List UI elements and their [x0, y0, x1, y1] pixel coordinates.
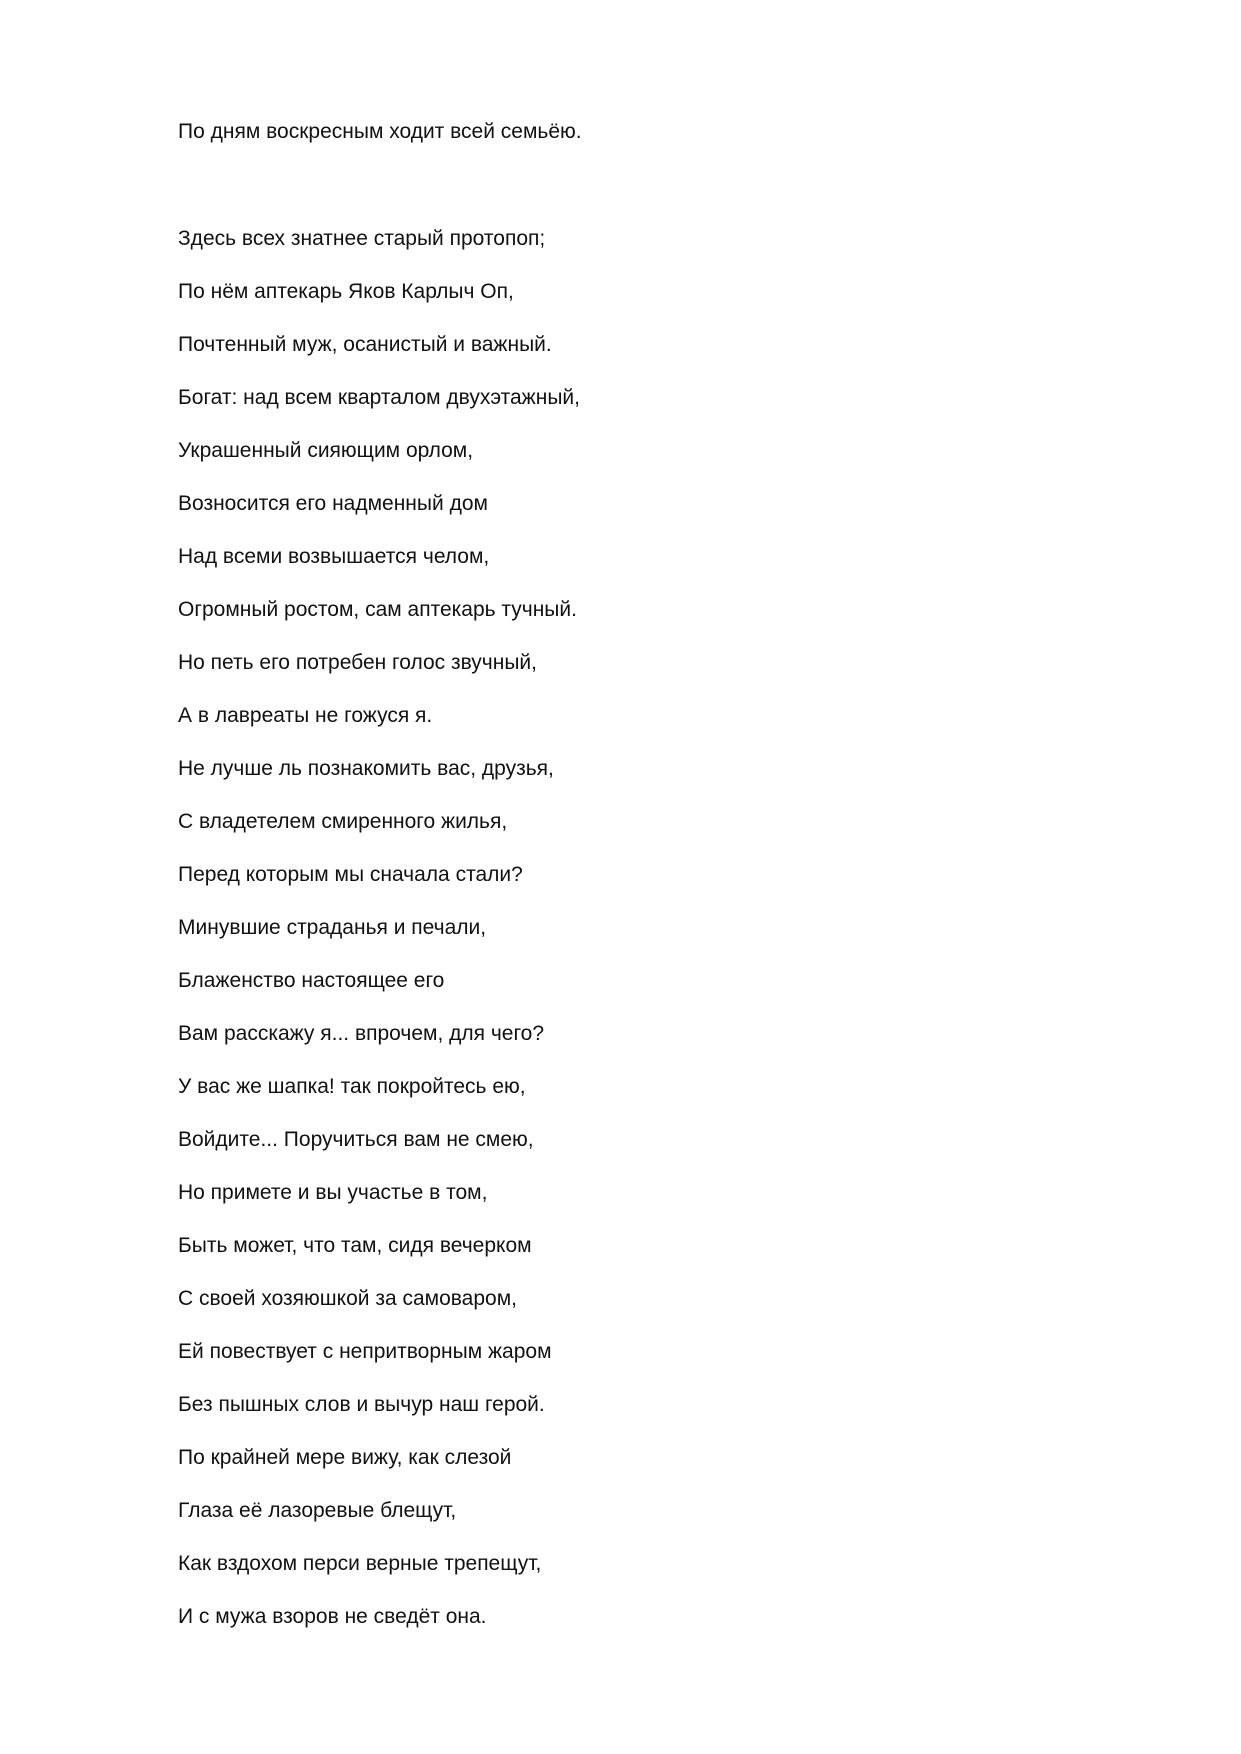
poem-line: Возносится его надменный дом [178, 492, 488, 515]
poem-line: Перед которым мы сначала стали? [178, 863, 523, 886]
poem-line: Огромный ростом, сам аптекарь тучный. [178, 598, 577, 621]
poem-line: По нём аптекарь Яков Карлыч Оп, [178, 280, 514, 303]
poem-line: Быть может, что там, сидя вечерком [178, 1234, 532, 1257]
poem-line: Здесь всех знатнее старый протопоп; [178, 227, 546, 250]
poem-line: Не лучше ль познакомить вас, друзья, [178, 757, 554, 780]
poem-line: Украшенный сияющим орлом, [178, 439, 474, 462]
poem-line: По крайней мере вижу, как слезой [178, 1446, 512, 1469]
poem-line: Богат: над всем кварталом двухэтажный, [178, 386, 580, 409]
poem-line: А в лавреаты не гожуся я. [178, 704, 433, 727]
poem-line: Без пышных слов и вычур наш герой. [178, 1393, 545, 1416]
poem-line: Блаженство настоящее его [178, 969, 445, 992]
poem-line: Вам расскажу я... впрочем, для чего? [178, 1022, 545, 1045]
poem-line: Минувшие страданья и печали, [178, 916, 487, 939]
poem-line: С владетелем смиренного жилья, [178, 810, 508, 833]
poem-line: Но петь его потребен голос звучный, [178, 651, 537, 674]
poem-line: По дням воскресным ходит всей семьёю. [178, 120, 582, 143]
poem-line: Ей повествует с непритворным жаром [178, 1340, 552, 1363]
poem-line: У вас же шапка! так покройтесь ею, [178, 1075, 526, 1098]
poem-line: Почтенный муж, осанистый и важный. [178, 333, 552, 356]
poem-line: Над всеми возвышается челом, [178, 545, 490, 568]
poem-line: С своей хозяюшкой за самоваром, [178, 1287, 517, 1310]
poem-line: Но примете и вы участье в том, [178, 1181, 488, 1204]
poem-line: Глаза её лазоревые блещут, [178, 1499, 457, 1522]
poem-line: Как вздохом перси верные трепещут, [178, 1552, 542, 1575]
poem-line: И с мужа взоров не сведёт она. [178, 1605, 487, 1628]
poem-line: Войдите... Поручиться вам не смею, [178, 1128, 534, 1151]
